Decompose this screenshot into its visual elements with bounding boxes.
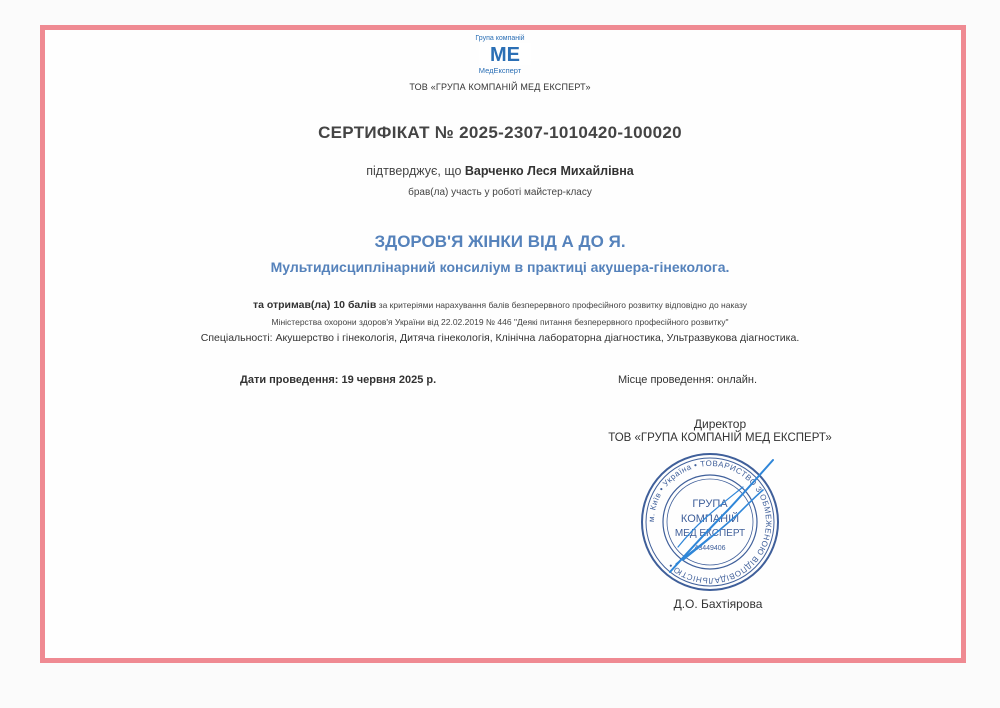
- seal-outer-text: м. Київ • Україна • ТОВАРИСТВО З ОБМЕЖЕНОЮ ВІДПОВІДАЛЬНІСТЮ •: [646, 458, 774, 586]
- director-title: Директор: [693, 417, 747, 431]
- seal-inner-text-3: МЕД ЕКСПЕРТ: [674, 528, 746, 539]
- logo-mark-text: МЕ: [490, 44, 520, 65]
- company-line: ТОВ «ГРУПА КОМПАНІЙ МЕД ЕКСПЕРТ»: [409, 82, 591, 92]
- seal-inner-text-2: КОМПАНІЙ: [680, 513, 740, 525]
- points-received: та отримав(ла) 10 балів: [252, 299, 377, 311]
- confirm-line: [0, 164, 1000, 178]
- confirm-prefix: підтверджує, що: [366, 164, 462, 178]
- specialties-line: Спеціальності: Акушерство і гінекологія, Дитяча гінекологія, Клінічна лабораторна діагностика, Ультразвукова діагностика.: [200, 332, 800, 344]
- recipient-name: Варченко Леся Михайлівна: [464, 164, 634, 178]
- director-company: ТОВ «ГРУПА КОМПАНІЙ МЕД ЕКСПЕРТ»: [608, 432, 832, 444]
- event-title: ЗДОРОВ'Я ЖІНКИ ВІД А ДО Я.: [374, 232, 626, 251]
- event-place: Місце проведення: онлайн.: [618, 374, 758, 386]
- director-signature: [648, 452, 788, 582]
- points-criteria: за критеріями нарахування балів безперервного професійного розвитку відповідно до наказу: [378, 300, 748, 310]
- certificate-frame: [40, 25, 966, 663]
- seal-code: 43449406: [694, 545, 726, 552]
- certificate-title: СЕРТИФІКАТ № 2025-2307-1010420-100020: [318, 123, 682, 142]
- director-name: Д.О. Бахтіярова: [673, 597, 763, 611]
- logo-bottom-text: МедЕксперт: [478, 66, 522, 75]
- points-line: [0, 299, 1000, 311]
- ministry-order-line: Міністерства охорони здоров'я України від 22.02.2019 № 446 "Деякі питання безперервного професійного розвитку": [271, 317, 729, 327]
- seal-inner-text-1: ГРУПА: [692, 498, 728, 510]
- logo-top-text: Група компаній: [475, 35, 525, 42]
- participation-line: брав(ла) участь у роботі майстер-класу: [408, 187, 592, 198]
- event-dates: Дати проведення: 19 червня 2025 р.: [240, 374, 437, 386]
- event-subtitle: Мультидисциплінарний консиліум в практиці акушера-гінеколога.: [270, 259, 730, 275]
- company-logo: [479, 43, 531, 65]
